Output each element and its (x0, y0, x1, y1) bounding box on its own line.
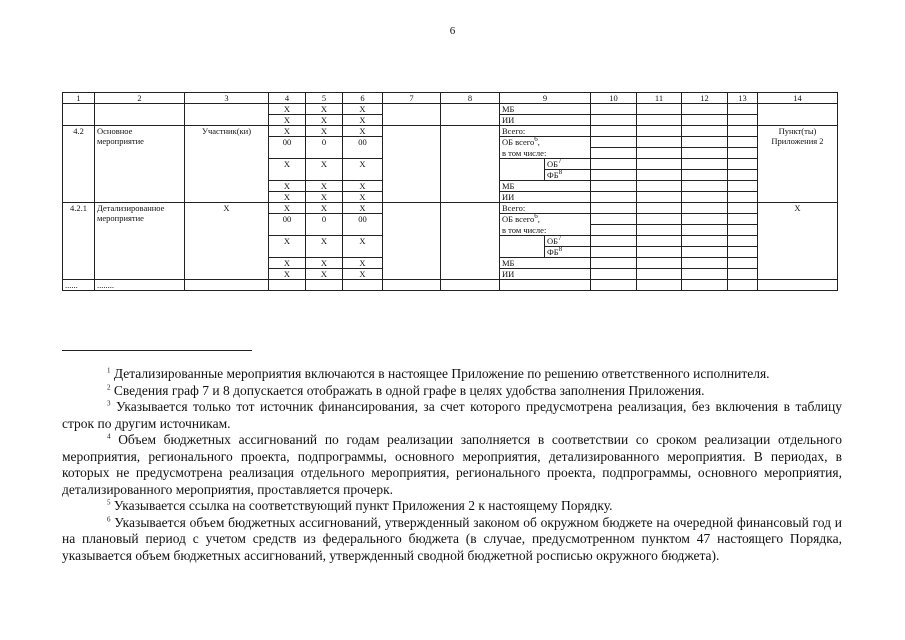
footnote-mark: 7 (558, 235, 562, 243)
cell (306, 280, 343, 291)
cell: МБ (500, 181, 591, 192)
cell: X (269, 203, 306, 214)
budget-table (62, 92, 838, 291)
footnote-text: Указывается только тот источник финансирования, за счет которого предусмотрена реализация, без включения в таблицу строк по другим источникам. (62, 399, 842, 431)
header-cell: 6 (343, 93, 383, 104)
table-row (63, 126, 838, 137)
footnote (62, 432, 842, 498)
event-name-line: мероприятие (97, 136, 144, 146)
footnote-mark: 8 (558, 246, 563, 254)
cell: X (306, 192, 343, 203)
footnote-mark: 2 (107, 383, 111, 391)
cell: X (306, 203, 343, 214)
cell (682, 203, 728, 214)
cell: в том числе: (500, 148, 591, 159)
row-number: 4.2 (63, 126, 95, 203)
footnote-mark: 3 (107, 399, 111, 408)
cell (441, 126, 500, 203)
cell (637, 214, 682, 225)
cell (591, 148, 637, 159)
cell (682, 236, 728, 247)
cell (637, 269, 682, 280)
header-row (63, 93, 838, 104)
cell: X (343, 115, 383, 126)
cell (637, 104, 682, 115)
cell (728, 203, 758, 214)
cell (682, 192, 728, 203)
cell (728, 192, 758, 203)
cell (682, 225, 728, 236)
cell (758, 280, 838, 291)
fb-label: ФБ (547, 247, 559, 257)
footnote (62, 399, 842, 432)
participant: Участник(ки) (185, 126, 269, 203)
footnote (62, 515, 842, 565)
event-name (95, 203, 185, 280)
cell (591, 236, 637, 247)
cell (637, 181, 682, 192)
event-name-line: Детализированное (97, 203, 165, 213)
cell (500, 236, 545, 258)
cell (728, 258, 758, 269)
ob-label: ОБ (547, 236, 559, 246)
cell: X (306, 115, 343, 126)
cell: X (269, 115, 306, 126)
footnote-mark: 6 (107, 515, 111, 523)
cell: X (269, 159, 306, 181)
footnote-text: Детализированные мероприятия включаются в настоящее Приложение по решению ответственного исполнителя. (113, 366, 770, 381)
cell (637, 236, 682, 247)
cell (728, 148, 758, 159)
cell: ИИ (500, 192, 591, 203)
cell (441, 104, 500, 126)
cell (383, 203, 441, 280)
footnote-mark: 7 (558, 158, 562, 166)
footnote-mark: 8 (558, 169, 563, 177)
footnote-separator (62, 350, 252, 351)
event-name-line: Основное (97, 126, 133, 136)
cell (728, 181, 758, 192)
event-name (95, 126, 185, 203)
cell (682, 104, 728, 115)
cell: Всего: (500, 203, 591, 214)
cell: X (343, 236, 383, 258)
cell (591, 170, 637, 181)
cell (500, 159, 545, 181)
cell: Всего: (500, 126, 591, 137)
cell: X (269, 236, 306, 258)
cell: в том числе: (500, 225, 591, 236)
cell: X (343, 258, 383, 269)
cell: X (343, 192, 383, 203)
table-row (63, 104, 838, 115)
cell: ОБ всего$^6$, (500, 137, 591, 148)
cell (758, 104, 838, 126)
cell (591, 181, 637, 192)
footnote-mark: 5 (107, 498, 111, 507)
cell (728, 159, 758, 170)
cell (185, 280, 269, 291)
cell: X (269, 192, 306, 203)
footnote-text: Объем бюджетных ассигнований по годам реализации заполняется в соответствии со сроком реализации отдельного мероприятия, регионального проекта, подпрограммы, основного мероприятия, детализированного мероприятия. В периодах, в которых не предусмотрена реализация отдельного мероприятия, регионального проекта, подпрограммы, основного мероприятия, детализированного мероприятия, проставляется прочерк. (62, 432, 842, 497)
table-row (63, 203, 838, 214)
cell (728, 115, 758, 126)
cell (637, 159, 682, 170)
participant: X (185, 203, 269, 280)
footnote-mark: 4 (107, 432, 111, 441)
cell (591, 269, 637, 280)
cell: 0 (306, 137, 343, 159)
cell: 0 (306, 214, 343, 236)
cell (682, 137, 728, 148)
cell: МБ (500, 104, 591, 115)
cell: X (343, 126, 383, 137)
cell (591, 104, 637, 115)
cell: X (306, 126, 343, 137)
cell (728, 280, 758, 291)
cell: X (306, 236, 343, 258)
ob-total-label: ОБ всего (502, 137, 535, 147)
cell: ........ (95, 280, 185, 291)
table-row (63, 280, 838, 291)
ob-total-label: ОБ всего (502, 214, 535, 224)
cell (682, 269, 728, 280)
cell (591, 126, 637, 137)
cell (383, 104, 441, 126)
cell (637, 225, 682, 236)
footnote-text: Сведения граф 7 и 8 допускается отображать в одной графе в целях удобства заполнения Приложения. (113, 382, 705, 398)
appendix-reference: X (758, 203, 838, 280)
cell: ИИ (500, 269, 591, 280)
event-name-line: мероприятие (97, 213, 144, 223)
cell (441, 203, 500, 280)
cell: 00 (269, 214, 306, 236)
cell: X (343, 269, 383, 280)
cell (728, 225, 758, 236)
cell: X (306, 159, 343, 181)
cell: X (269, 104, 306, 115)
cell: ОБ всего$^6$, (500, 214, 591, 225)
header-cell: 2 (95, 93, 185, 104)
header-cell: 1 (63, 93, 95, 104)
appendix-reference (758, 126, 838, 203)
footnote-mark: 6 (534, 136, 538, 144)
cell (500, 280, 591, 291)
cell (591, 115, 637, 126)
cell (637, 247, 682, 258)
cell (728, 269, 758, 280)
cell (591, 159, 637, 170)
cell (682, 214, 728, 225)
cell (637, 148, 682, 159)
cell (682, 258, 728, 269)
cell (95, 104, 185, 126)
cell (637, 258, 682, 269)
cell (682, 247, 728, 258)
footnote (62, 498, 842, 515)
cell (591, 280, 637, 291)
header-cell: 8 (441, 93, 500, 104)
cell: X (269, 258, 306, 269)
cell (637, 126, 682, 137)
footnote-text: Указывается объем бюджетных ассигнований, утвержденный законом об окружном бюджете на очередной финансовый год и на плановый период с учетом средств из федерального бюджета (в случае, предусмотренном пунктом 47 настоящего Порядка, указывается объем бюджетных ассигнований, утвержденный сводной бюджетной росписью окружного бюджета). (62, 514, 842, 563)
header-cell: 13 (728, 93, 758, 104)
cell (545, 170, 591, 181)
cell: X (343, 104, 383, 115)
cell (682, 115, 728, 126)
cell (728, 170, 758, 181)
cell (591, 214, 637, 225)
cell (545, 236, 591, 247)
cell: МБ (500, 258, 591, 269)
cell: X (343, 159, 383, 181)
header-cell: 14 (758, 93, 838, 104)
cell (441, 280, 500, 291)
cell (63, 104, 95, 126)
cell: X (269, 269, 306, 280)
cell: X (269, 126, 306, 137)
cell (728, 104, 758, 115)
cell (637, 115, 682, 126)
cell: X (306, 181, 343, 192)
cell (591, 258, 637, 269)
cell (682, 170, 728, 181)
header-cell: 7 (383, 93, 441, 104)
header-cell: 11 (637, 93, 682, 104)
cell (637, 280, 682, 291)
cell (637, 192, 682, 203)
cell (728, 214, 758, 225)
cell (591, 225, 637, 236)
footnote-text: Указывается ссылка на соответствующий пункт Приложения 2 к настоящему Порядку. (113, 498, 613, 513)
cell (682, 126, 728, 137)
cell (728, 236, 758, 247)
cell (591, 137, 637, 148)
cell (343, 280, 383, 291)
header-cell: 3 (185, 93, 269, 104)
cell: 00 (343, 137, 383, 159)
cell (682, 280, 728, 291)
footnotes (62, 366, 842, 564)
header-cell: 4 (269, 93, 306, 104)
cell: X (343, 203, 383, 214)
row-number: 4.2.1 (63, 203, 95, 280)
cell (728, 137, 758, 148)
cell (728, 247, 758, 258)
cell (545, 159, 591, 170)
cell (269, 280, 306, 291)
appendix-reference-line: Приложения 2 (771, 136, 824, 146)
cell: ИИ (500, 115, 591, 126)
footnote (62, 383, 842, 400)
cell (591, 247, 637, 258)
cell (682, 159, 728, 170)
footnote-mark: 6 (534, 213, 538, 221)
cell: X (269, 181, 306, 192)
cell (185, 104, 269, 126)
fb-label: ФБ (547, 170, 559, 180)
cell: X (306, 104, 343, 115)
cell (682, 181, 728, 192)
cell (383, 280, 441, 291)
header-cell: 10 (591, 93, 637, 104)
cell (728, 126, 758, 137)
header-cell: 9 (500, 93, 591, 104)
cell: ...... (63, 280, 95, 291)
cell (545, 247, 591, 258)
cell (383, 126, 441, 203)
cell (591, 192, 637, 203)
cell: X (306, 269, 343, 280)
cell (637, 170, 682, 181)
appendix-reference-line: Пункт(ты) (778, 126, 817, 136)
cell (637, 137, 682, 148)
cell: 00 (269, 137, 306, 159)
ob-label: ОБ (547, 159, 559, 169)
header-cell: 12 (682, 93, 728, 104)
cell (591, 203, 637, 214)
cell: X (306, 258, 343, 269)
cell (637, 203, 682, 214)
cell: X (343, 181, 383, 192)
header-cell: 5 (306, 93, 343, 104)
footnote-mark: 1 (107, 366, 111, 375)
page-number: 6 (449, 25, 456, 37)
cell: 00 (343, 214, 383, 236)
footnote (62, 366, 842, 383)
cell (682, 148, 728, 159)
